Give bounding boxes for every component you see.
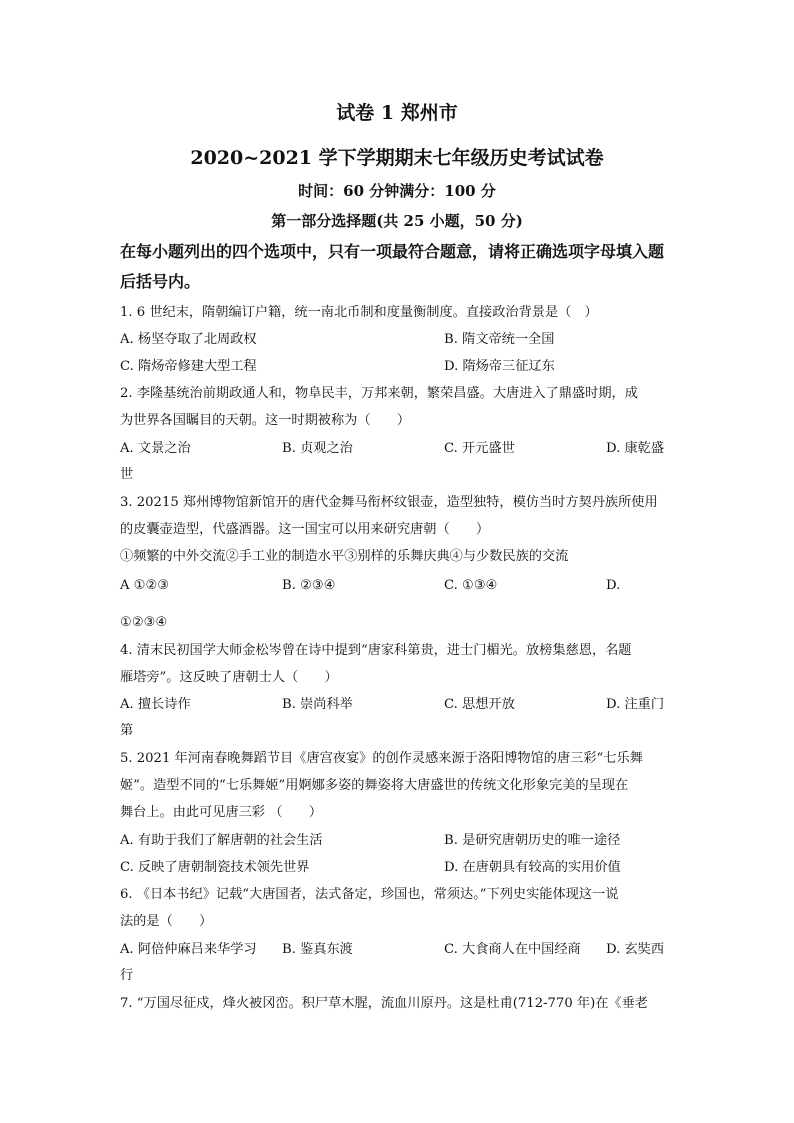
exam-title: 2020~2021 学下学期期末七年级历史考试试卷 [190, 147, 604, 169]
question-5-option-c: C. 反映了唐朝制瓷技术领先世界 [120, 860, 310, 875]
question-2-option-d: D. 康乾盛 [606, 441, 665, 456]
question-2-option-a: A. 文景之治 [120, 441, 191, 456]
question-5-option-d: D. 在唐朝具有较高的实用价值 [444, 860, 621, 875]
question-4-stem-line-1: 4. 清末民初国学大师金松岑曾在诗中提到“唐家科第贵，进士门楣光。放榜集慈恩，名题 [120, 643, 632, 658]
question-3-option-c: C. ①③④ [444, 578, 498, 593]
question-6-option-d: D. 玄奘西 [606, 942, 665, 957]
question-7-stem-line-1: 7. “万国尽征戍，烽火被冈峦。积尸草木腥，流血川原丹。这是杜甫(712-770 年)在《垂老 [120, 996, 648, 1011]
exam-time-score: 时间：60 分钟满分：100 分 [298, 182, 496, 200]
question-6-option-a: A. 阿倍仲麻吕来华学习 [120, 942, 257, 957]
question-5-stem-line-1: 5. 2021 年河南春晚舞蹈节目《唐宫夜宴》的创作灵感来源于洛阳博物馆的唐三彩“七乐舞 [120, 751, 643, 766]
question-2-option-c: C. 开元盛世 [444, 441, 515, 456]
question-4-option-b: B. 崇尚科举 [282, 697, 353, 712]
question-4-option-d: D. 注重门 [606, 697, 665, 712]
question-3-stem-line-1: 3. 20215 郑州博物馆新馆开的唐代金舞马衔杯纹银壶，造型独特，模仿当时方契丹族所使用 [120, 495, 658, 510]
question-5-stem-line-3: 舞台上。由此可见唐三彩 （ ） [120, 805, 323, 820]
question-2-option-b: B. 贞观之治 [282, 441, 353, 456]
section-heading: 第一部分选择题(共 25 小题，50 分) [271, 212, 523, 230]
question-1-option-a: A. 杨坚夺取了北周政权 [120, 332, 257, 347]
question-1-option-d: D. 隋炀帝三征辽东 [444, 359, 555, 374]
question-6-stem-line-1: 6. 《日本书纪》记载“大唐国者，法式备定，珍国也，常须达。”下列史实能体现这一说 [120, 887, 619, 902]
question-3-stem-line-3: ①频繁的中外交流②手工业的制造水平③别样的乐舞庆典④与少数民族的交流 [120, 549, 569, 564]
question-5-stem-line-2: 姬”。造型不同的“七乐舞姬”用婀娜多姿的舞姿将大唐盛世的传统文化形象完美的呈现在 [120, 778, 629, 793]
question-1-option-c: C. 隋炀帝修建大型工程 [120, 359, 257, 374]
question-3-option-a: A ①②③ [120, 578, 170, 593]
question-3-stem-line-2: 的皮囊壶造型，代盛酒器。这一国宝可以用来研究唐朝（ ） [120, 522, 490, 537]
question-6-option-d-wrap: 行 [120, 968, 134, 983]
question-6-stem-line-2: 法的是（ ） [120, 914, 213, 929]
question-4-stem-line-2: 雁塔旁”。这反映了唐朝士人（ ） [120, 670, 338, 685]
question-6-option-c: C. 大食商人在中国经商 [444, 942, 581, 957]
exam-set-title: 试卷 1 郑州市 [336, 102, 458, 124]
question-3-option-d: D. [606, 578, 621, 593]
question-3-option-d-wrap: ①②③④ [120, 615, 168, 630]
question-4-option-a: A. 擅长诗作 [120, 697, 191, 712]
question-5-option-b: B. 是研究唐朝历史的唯一途径 [444, 833, 621, 848]
question-5-option-a: A. 有助于我们了解唐朝的社会生活 [120, 833, 323, 848]
instruction-line-2: 后括号内。 [120, 272, 201, 291]
question-4-option-d-wrap: 第 [120, 723, 134, 738]
question-2-stem-line-1: 2. 李隆基统治前期政通人和，物阜民丰，万邦来朝，繁荣昌盛。大唐进入了鼎盛时期，成 [120, 386, 638, 401]
instruction-line-1: 在每小题列出的四个选项中，只有一项最符合题意，请将正确选项字母填入题 [120, 242, 665, 261]
question-2-stem-line-2: 为世界各国瞩目的天朝。这一时期被称为（ ） [120, 413, 411, 428]
question-2-option-d-wrap: 世 [120, 467, 134, 482]
question-4-option-c: C. 思想开放 [444, 697, 515, 712]
question-3-option-b: B. ②③④ [282, 578, 336, 593]
question-1-option-b: B. 隋文帝统一全国 [444, 332, 555, 347]
question-6-option-b: B. 鉴真东渡 [282, 942, 353, 957]
question-1-stem: 1. 6 世纪末，隋朝编订户籍，统一南北币制和度量衡制度。直接政治背景是（ ） [120, 305, 598, 320]
